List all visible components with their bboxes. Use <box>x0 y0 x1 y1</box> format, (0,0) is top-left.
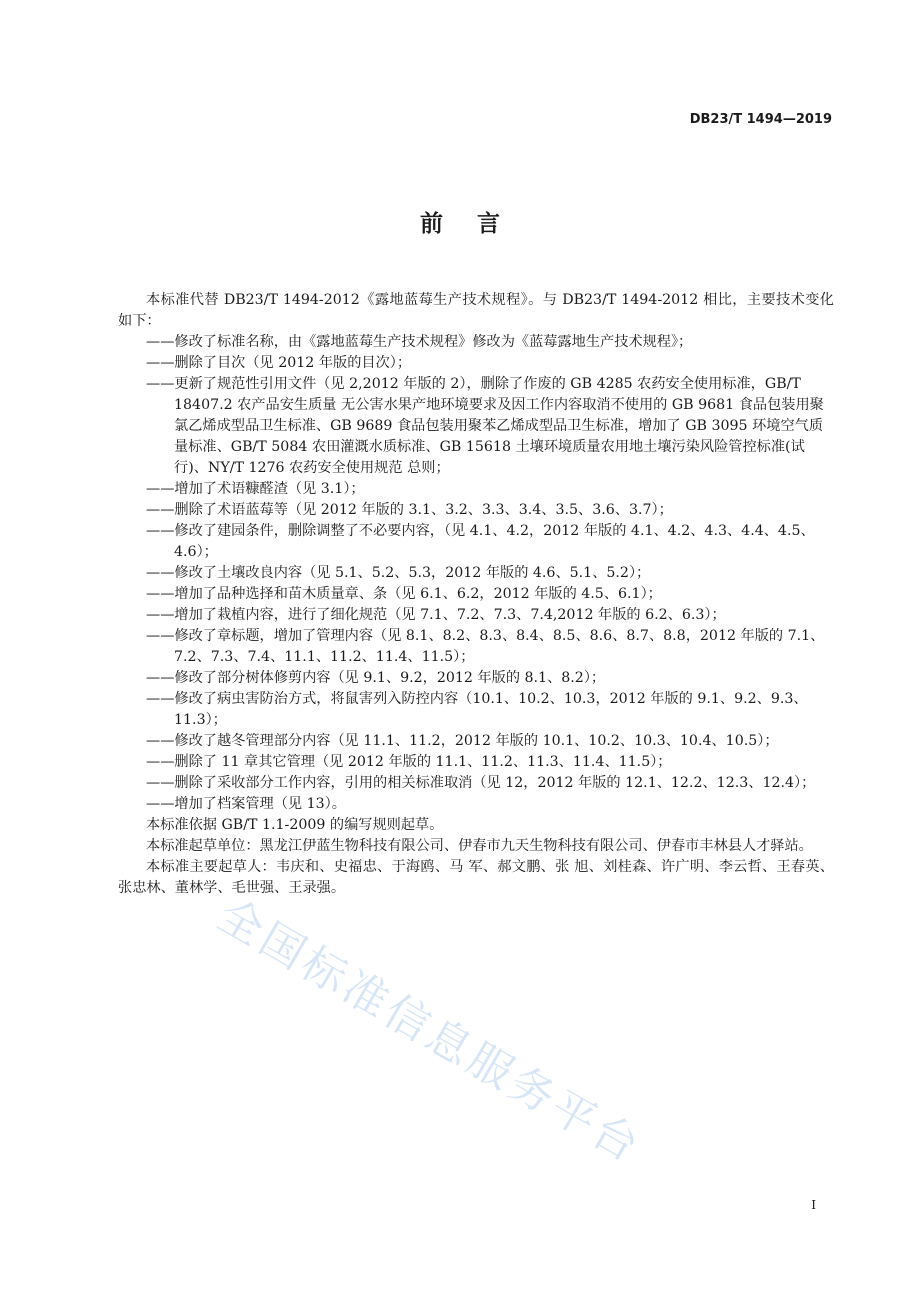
change-item: ——修改了土壤改良内容（见 5.1、5.2、5.3，2012 年版的 4.6、5.1、5.2）； <box>146 565 651 581</box>
basis-paragraph: 本标准依据 GB/T 1.1-2009 的编写规则起草。 <box>146 817 444 833</box>
change-item: ——增加了档案管理（见 13）。 <box>146 796 346 812</box>
page-number: I <box>811 1198 816 1212</box>
change-item: ——修改了标准名称，由《露地蓝莓生产技术规程》修改为《蓝莓露地生产技术规程》； <box>146 334 693 350</box>
drafters-paragraph: 本标准主要起草人：韦庆和、史福忠、于海鸥、马 军、郝文鹏、张 旭、刘桂森、许广明、李云哲、王春英、张忠林、董林学、毛世强、王录强。 <box>118 859 834 896</box>
change-item: ——删除了目次（见 2012 年版的目次）； <box>146 355 412 371</box>
change-item: ——删除了采收部分工作内容，引用的相关标准取消（见 12，2012 年版的 12.1、12.2、12.3、12.4）； <box>146 775 816 791</box>
watermark: 全国标准信息服务平台 <box>209 889 651 1174</box>
change-item: ——删除了术语蓝莓等（见 2012 年版的 3.1、3.2、3.3、3.4、3.5、3.6、3.7）； <box>146 502 673 518</box>
standard-code: DB23/T 1494—2019 <box>689 112 832 127</box>
change-item: ——修改了越冬管理部分内容（见 11.1、11.2，2012 年版的 10.1、10.2、10.3、10.4、10.5）； <box>146 733 779 749</box>
change-item: ——增加了品种选择和苗木质量章、条（见 6.1、6.2，2012 年版的 4.5、6.1）； <box>146 586 662 602</box>
page-title: 前言 <box>420 211 534 237</box>
change-item: ——删除了 11 章其它管理（见 2012 年版的 11.1、11.2、11.3、11.4、11.5）； <box>146 754 672 770</box>
changes-list <box>118 332 834 815</box>
change-item: ——更新了规范性引用文件（见 2,2012 年版的 2），删除了作废的 GB 4285 农药安全使用标准，GB/T 18407.2 农产品安生质量 无公害水果产地环境要求及因工作内容取消不使用的 GB 9681 食品包装用聚氯乙烯成型品卫生标准、GB 9689 食品包装用聚苯乙烯成型品卫生标准，增加了 GB 3095 环境空气质量标准、GB/T 5084 农田灌溉水质标准、GB 15618 土壤环境质量农用地土壤污染风险管控标准(试行)、NY/T 1276 农药安全使用规范 总则； <box>146 376 824 476</box>
change-item: ——增加了栽植内容，进行了细化规范（见 7.1、7.2、7.3、7.4,2012 年版的 6.2、6.3）； <box>146 607 726 623</box>
change-item: ——修改了章标题，增加了管理内容（见 8.1、8.2、8.3、8.4、8.5、8.6、8.7、8.8，2012 年版的 7.1、7.2、7.3、7.4、11.1、11.2、11.4、11.5）； <box>146 628 825 665</box>
change-item: ——修改了部分树体修剪内容（见 9.1、9.2，2012 年版的 8.1、8.2）； <box>146 670 606 686</box>
document-body <box>118 290 834 899</box>
intro-paragraph: 本标准代替 DB23/T 1494-2012《露地蓝莓生产技术规程》。与 DB23/T 1494-2012 相比，主要技术变化如下： <box>118 292 834 329</box>
change-item: ——修改了病虫害防治方式，将鼠害列入防控内容（10.1、10.2、10.3，2012 年版的 9.1、9.2、9.3、11.3）； <box>146 691 808 728</box>
change-item: ——修改了建园条件，删除调整了不必要内容，（见 4.1、4.2，2012 年版的 4.1、4.2、4.3、4.4、4.5、4.6）； <box>146 523 815 560</box>
change-item: ——增加了术语糠醛渣（见 3.1）； <box>146 481 365 497</box>
drafting-units-paragraph: 本标准起草单位：黑龙江伊蓝生物科技有限公司、伊春市九天生物科技有限公司、伊春市丰林县人才驿站。 <box>146 838 813 854</box>
